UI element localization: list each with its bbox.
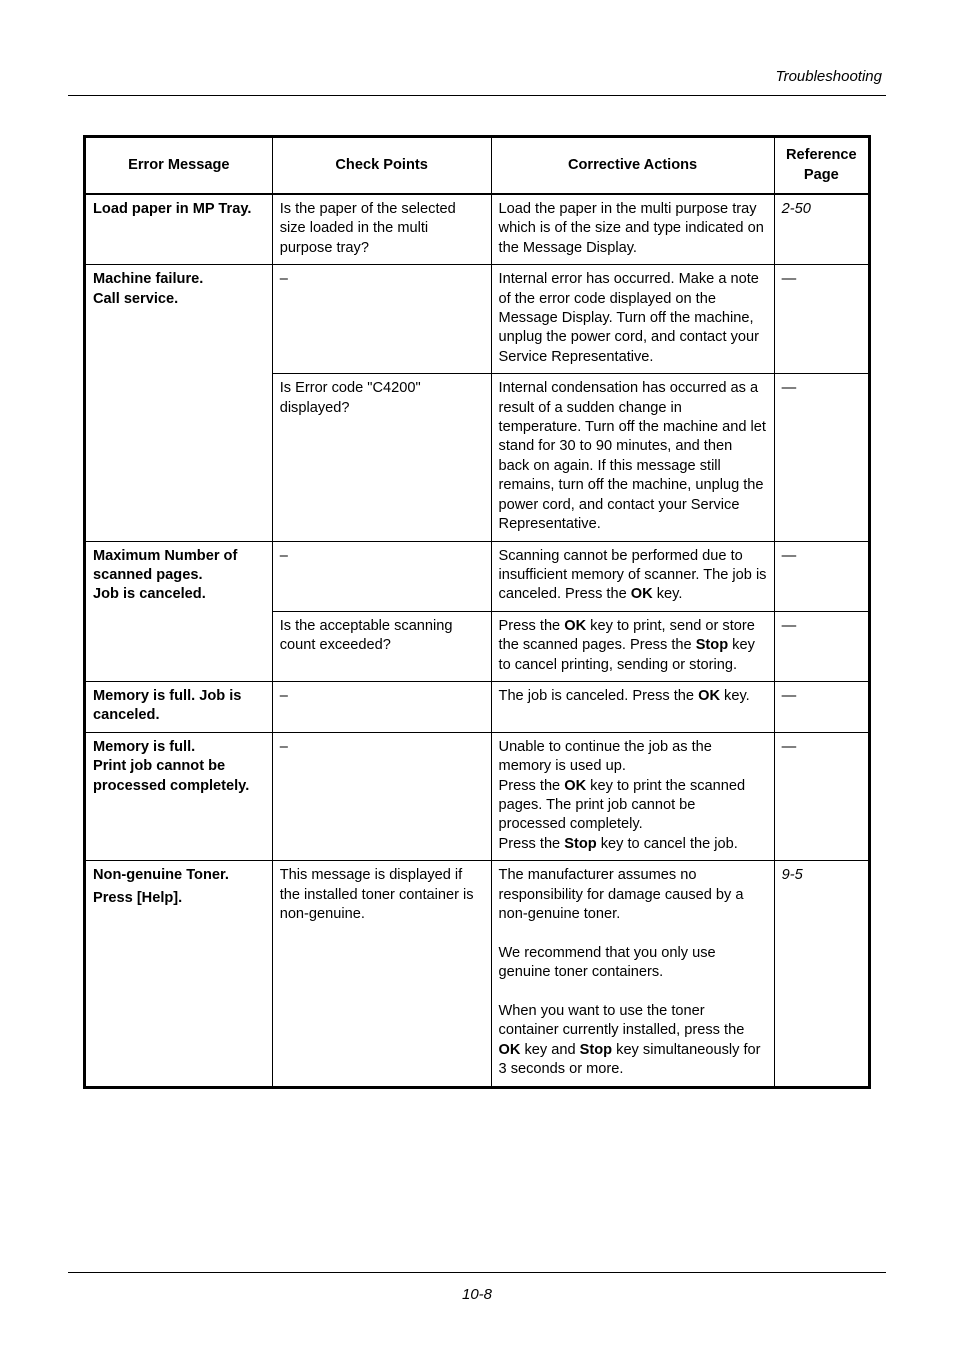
corrective-action: Internal error has occurred. Make a note of the error code displayed on the Message Display. Turn off the machine, unplug the power cord, and contact your Service Representative. (491, 265, 774, 374)
action-line: Press the Stop key to cancel the job. (498, 835, 738, 852)
action-paragraph: When you want to use the toner container currently installed, press the OK key and Stop key simultaneously for 3 seconds or more. (498, 1003, 761, 1078)
error-message-line: Maximum Number of scanned pages. (93, 547, 238, 583)
check-point: – (272, 541, 491, 611)
ok-key-label: OK (498, 1041, 521, 1058)
table-row (85, 194, 870, 265)
reference-page: — (774, 265, 869, 374)
troubleshooting-table (83, 135, 871, 1089)
table-row (85, 265, 870, 374)
action-line: Unable to continue the job as the memory is used up. (498, 738, 712, 775)
ok-key-label: OK (630, 586, 653, 603)
stop-key-label: Stop (564, 835, 597, 852)
corrective-action: Scanning cannot be performed due to insufficient memory of scanner. The job is canceled. Press the OK key. (491, 541, 774, 611)
corrective-action: The job is canceled. Press the OK key. (491, 681, 774, 732)
reference-page: — (774, 681, 869, 732)
reference-page: — (774, 541, 869, 611)
error-message-line: Press [Help]. (93, 889, 183, 906)
error-message-line: Call service. (93, 290, 179, 307)
error-message-line: Job is canceled. (93, 586, 206, 603)
corrective-action (491, 861, 774, 1087)
ok-key-label: OK (698, 687, 720, 704)
error-message: Load paper in MP Tray. (85, 194, 273, 265)
corrective-action: Press the OK key to print, send or store the scanned pages. Press the Stop key to cancel printing, sending or storing. (491, 611, 774, 681)
error-message (85, 732, 273, 860)
error-message (85, 861, 273, 1087)
column-header-corrective-actions: Corrective Actions (491, 137, 774, 195)
ok-key-label: OK (564, 617, 587, 634)
table-row (85, 681, 870, 732)
table-header-row (85, 137, 870, 195)
footer-rule (68, 1272, 886, 1273)
error-message-line: Memory is full. (93, 738, 196, 755)
action-paragraph: We recommend that you only use genuine toner containers. (498, 944, 716, 981)
check-point: Is the paper of the selected size loaded in the multi purpose tray? (272, 194, 491, 265)
table-row (85, 541, 870, 611)
reference-page: 9-5 (774, 861, 869, 1087)
corrective-action: Load the paper in the multi purpose tray which is of the size and type indicated on the Message Display. (491, 194, 774, 265)
error-message-line: Machine failure. (93, 271, 204, 288)
ok-key-label: OK (564, 777, 587, 794)
stop-key-label: Stop (695, 637, 729, 654)
check-point: – (272, 732, 491, 860)
error-message-line: Non-genuine Toner. (93, 867, 229, 884)
corrective-action: Internal condensation has occurred as a result of a sudden change in temperature. Turn off the machine and let stand for 30 to 90 minutes, and then back on again. If this message still remains, turn off the machine, unplug the power cord, and contact your Service Representative. (491, 374, 774, 541)
check-point: Is the acceptable scanning count exceeded? (272, 611, 491, 681)
table-row (85, 861, 870, 1087)
section-title: Troubleshooting (775, 68, 882, 85)
action-paragraph: The manufacturer assumes no responsibility for damage caused by a non-genuine toner. (498, 867, 744, 922)
corrective-action (491, 732, 774, 860)
stop-key-label: Stop (579, 1041, 613, 1058)
page-number: 10-8 (461, 1286, 493, 1303)
error-message: Memory is full. Job is canceled. (85, 681, 273, 732)
action-line: Press the OK key to print the scanned pages. The print job cannot be processed completely. (498, 777, 746, 833)
error-message (85, 265, 273, 541)
table-row (85, 732, 870, 860)
error-message-line: Print job cannot be processed completely. (93, 758, 250, 794)
header-rule (68, 95, 886, 96)
reference-page: — (774, 611, 869, 681)
column-header-check-points: Check Points (272, 137, 491, 195)
column-header-reference-page: Reference Page (774, 137, 869, 195)
check-point: Is Error code "C4200" displayed? (272, 374, 491, 541)
check-point: – (272, 265, 491, 374)
check-point: – (272, 681, 491, 732)
reference-page: 2-50 (774, 194, 869, 265)
error-message (85, 541, 273, 681)
reference-page: — (774, 732, 869, 860)
reference-page: — (774, 374, 869, 541)
check-point: This message is displayed if the installed toner container is non-genuine. (272, 861, 491, 1087)
column-header-error-message: Error Message (85, 137, 273, 195)
